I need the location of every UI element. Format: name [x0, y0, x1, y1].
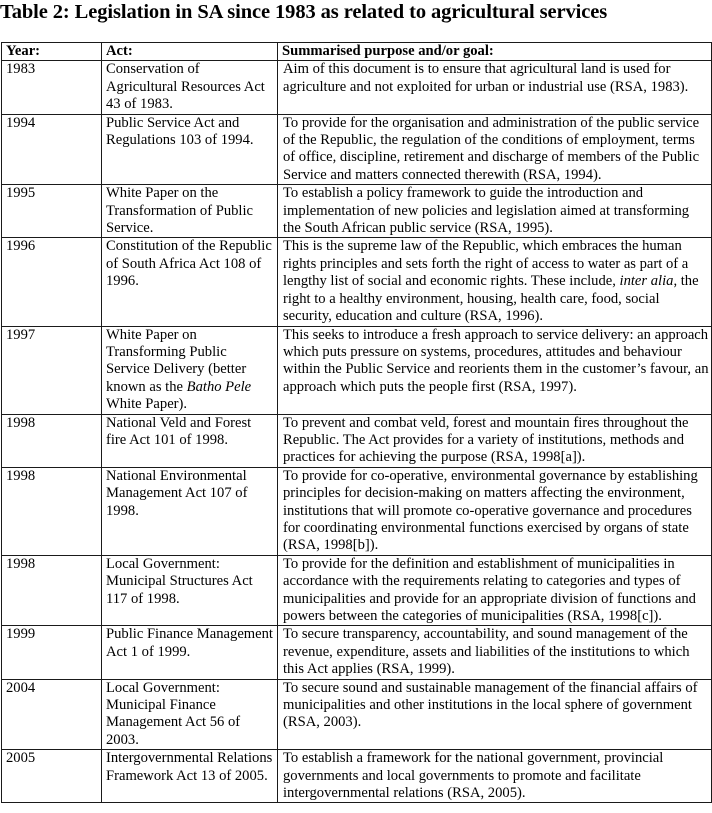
cell-year: 1994 [2, 114, 102, 185]
cell-purpose: To prevent and combat veld, forest and mountain fires throughout the Republic. The Act provides for a variety of institutions, methods and practices for achieving the purpose (RSA, 1998[a]). [278, 414, 712, 467]
cell-year: 1995 [2, 185, 102, 238]
purpose-italic-text: inter alia [619, 273, 674, 290]
cell-act: Local Government: Municipal Finance Management Act 56 of 2003. [102, 679, 278, 750]
purpose-text: , the right to a healthy environment, housing, health care, food, social security, education and culture (RSA, 1996). [283, 273, 699, 325]
cell-year: 1997 [2, 326, 102, 414]
cell-act: Public Service Act and Regulations 103 of 1994. [102, 114, 278, 185]
cell-year: 1983 [2, 61, 102, 114]
act-text: White Paper). [106, 396, 188, 413]
table-row [2, 114, 712, 185]
cell-year: 1999 [2, 626, 102, 679]
table-row [2, 61, 712, 114]
header-year: Year: [2, 43, 102, 61]
header-act: Act: [102, 43, 278, 61]
cell-purpose: To provide for co-operative, environmental governance by establishing principles for decision-making on matters affecting the environment, institutions that will promote co-operative governance and procedures for coordinating environmental functions exercised by organs of state (RSA, 1998[b]). [278, 467, 712, 555]
cell-year: 2004 [2, 679, 102, 750]
header-purpose: Summarised purpose and/or goal: [278, 43, 712, 61]
cell-purpose: To establish a policy framework to guide the introduction and implementation of new policies and legislation aimed at transforming the South African public service (RSA, 1995). [278, 185, 712, 238]
cell-purpose: To secure sound and sustainable management of the financial affairs of municipalities and other institutions in the local sphere of government (RSA, 2003). [278, 679, 712, 750]
table-row [2, 238, 712, 326]
legislation-table [1, 42, 712, 803]
cell-year: 1998 [2, 414, 102, 467]
purpose-text: This is the supreme law of the Republic, which embraces the human rights principles and sets forth the right of access to water as part of a lengthy list of social and economic rights. These include, [283, 238, 689, 290]
cell-year: 1998 [2, 555, 102, 626]
cell-purpose [278, 238, 712, 326]
table-row [2, 555, 712, 626]
table-row [2, 679, 712, 750]
cell-year: 2005 [2, 750, 102, 803]
cell-year: 1996 [2, 238, 102, 326]
table-row [2, 414, 712, 467]
cell-act: White Paper on the Transformation of Public Service. [102, 185, 278, 238]
cell-act: Local Government: Municipal Structures Act 117 of 1998. [102, 555, 278, 626]
table-title: Table 2: Legislation in SA since 1983 as related to agricultural services [0, 1, 608, 23]
cell-act: Constitution of the Republic of South Africa Act 108 of 1996. [102, 238, 278, 326]
cell-act: Conservation of Agricultural Resources Act 43 of 1983. [102, 61, 278, 114]
table-row [2, 185, 712, 238]
cell-act: Public Finance Management Act 1 of 1999. [102, 626, 278, 679]
cell-purpose: To provide for the organisation and administration of the public service of the Republic, the regulation of the conditions of employment, terms of office, discipline, retirement and discharge of members of the Public Service and matters connected therewith (RSA, 1994). [278, 114, 712, 185]
table-header-row [2, 43, 712, 61]
table-row [2, 326, 712, 414]
cell-act: Intergovernmental Relations Framework Act 13 of 2005. [102, 750, 278, 803]
table-row [2, 626, 712, 679]
cell-act: National Veld and Forest fire Act 101 of 1998. [102, 414, 278, 467]
cell-act [102, 326, 278, 414]
cell-year: 1998 [2, 467, 102, 555]
table-row [2, 467, 712, 555]
cell-purpose: To provide for the definition and establishment of municipalities in accordance with the requirements relating to categories and types of municipalities and provide for an appropriate division of functions and powers between the categories of municipalities (RSA, 1998[c]). [278, 555, 712, 626]
cell-purpose: Aim of this document is to ensure that agricultural land is used for agriculture and not exploited for urban or industrial use (RSA, 1983). [278, 61, 712, 114]
cell-purpose: To secure transparency, accountability, and sound management of the revenue, expenditure, assets and liabilities of the institutions to which this Act applies (RSA, 1999). [278, 626, 712, 679]
cell-purpose: To establish a framework for the national government, provincial governments and local governments to promote and facilitate intergovernmental relations (RSA, 2005). [278, 750, 712, 803]
cell-purpose: This seeks to introduce a fresh approach to service delivery: an approach which puts pressure on systems, procedures, attitudes and behaviour within the Public Service and reorients them in the customer’s favour, an approach which puts the people first (RSA, 1997). [278, 326, 712, 414]
act-italic-text: Batho Pele [186, 378, 252, 395]
cell-act: National Environmental Management Act 107 of 1998. [102, 467, 278, 555]
table-row [2, 750, 712, 803]
act-text: White Paper on Transforming Public Service Delivery (better known as the [106, 326, 247, 395]
